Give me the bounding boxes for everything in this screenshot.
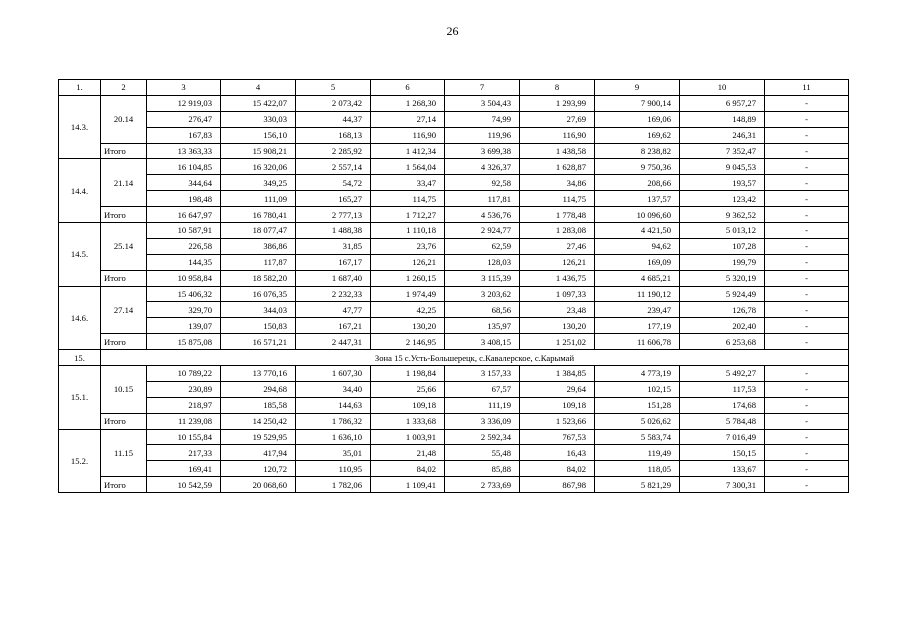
total-cell: 1 333,68 bbox=[371, 413, 445, 429]
value-cell: 239,47 bbox=[595, 302, 680, 318]
total-cell: 11 606,78 bbox=[595, 334, 680, 350]
value-cell: 31,85 bbox=[296, 238, 371, 254]
value-cell: 1 384,85 bbox=[520, 366, 595, 382]
value-cell: 84,02 bbox=[520, 461, 595, 477]
value-cell: - bbox=[765, 286, 849, 302]
total-cell: 16 571,21 bbox=[221, 334, 296, 350]
value-cell: 92,58 bbox=[445, 175, 520, 191]
column-header: 5 bbox=[296, 80, 371, 96]
value-cell: 54,72 bbox=[296, 175, 371, 191]
value-cell: 34,40 bbox=[296, 381, 371, 397]
total-cell: - bbox=[765, 207, 849, 223]
total-label: Итого bbox=[101, 477, 147, 493]
total-cell: 2 733,69 bbox=[445, 477, 520, 493]
value-cell: 2 073,42 bbox=[296, 95, 371, 111]
value-cell: 29,64 bbox=[520, 381, 595, 397]
column-header: 11 bbox=[765, 80, 849, 96]
total-cell: 20 068,60 bbox=[221, 477, 296, 493]
value-cell: - bbox=[765, 397, 849, 413]
value-cell: 150,83 bbox=[221, 318, 296, 334]
value-cell: 208,66 bbox=[595, 175, 680, 191]
value-cell: 62,59 bbox=[445, 238, 520, 254]
value-cell: 5 013,12 bbox=[680, 223, 765, 239]
total-cell: - bbox=[765, 270, 849, 286]
total-cell: 14 250,42 bbox=[221, 413, 296, 429]
value-cell: 137,57 bbox=[595, 191, 680, 207]
total-cell: 3 115,39 bbox=[445, 270, 520, 286]
value-cell: - bbox=[765, 366, 849, 382]
total-cell: 6 253,68 bbox=[680, 334, 765, 350]
value-cell: 417,94 bbox=[221, 445, 296, 461]
value-cell: 5 583,74 bbox=[595, 429, 680, 445]
value-cell: 130,20 bbox=[371, 318, 445, 334]
value-cell: 344,03 bbox=[221, 302, 296, 318]
total-cell: 8 238,82 bbox=[595, 143, 680, 159]
column-header: 6 bbox=[371, 80, 445, 96]
total-cell: 15 875,08 bbox=[147, 334, 221, 350]
value-cell: 47,77 bbox=[296, 302, 371, 318]
total-label: Итого bbox=[101, 334, 147, 350]
total-cell: 5 784,48 bbox=[680, 413, 765, 429]
total-cell: 1 438,58 bbox=[520, 143, 595, 159]
value-cell: 329,70 bbox=[147, 302, 221, 318]
value-cell: 1 268,30 bbox=[371, 95, 445, 111]
total-label: Итого bbox=[101, 207, 147, 223]
total-cell: 18 582,20 bbox=[221, 270, 296, 286]
total-cell: 1 786,32 bbox=[296, 413, 371, 429]
total-cell: 7 300,31 bbox=[680, 477, 765, 493]
zone-number: 15. bbox=[59, 350, 101, 366]
total-row bbox=[59, 413, 849, 429]
group-code: 25.14 bbox=[101, 223, 147, 271]
total-cell: 867,98 bbox=[520, 477, 595, 493]
value-cell: 109,18 bbox=[371, 397, 445, 413]
value-cell: 102,15 bbox=[595, 381, 680, 397]
total-cell: 2 447,31 bbox=[296, 334, 371, 350]
value-cell: 116,90 bbox=[520, 127, 595, 143]
table-row bbox=[59, 223, 849, 239]
table-row bbox=[59, 254, 849, 270]
value-cell: 15 422,07 bbox=[221, 95, 296, 111]
zone-row bbox=[59, 350, 849, 366]
value-cell: 1 488,38 bbox=[296, 223, 371, 239]
total-cell: 4 536,76 bbox=[445, 207, 520, 223]
column-header: 10 bbox=[680, 80, 765, 96]
total-row bbox=[59, 207, 849, 223]
value-cell: 5 492,27 bbox=[680, 366, 765, 382]
group-number: 15.1. bbox=[59, 366, 101, 430]
value-cell: 42,25 bbox=[371, 302, 445, 318]
value-cell: 2 557,14 bbox=[296, 159, 371, 175]
value-cell: - bbox=[765, 318, 849, 334]
value-cell: 133,67 bbox=[680, 461, 765, 477]
value-cell: 120,72 bbox=[221, 461, 296, 477]
table-row bbox=[59, 429, 849, 445]
total-cell: 3 408,15 bbox=[445, 334, 520, 350]
value-cell: 109,18 bbox=[520, 397, 595, 413]
total-cell: 2 146,95 bbox=[371, 334, 445, 350]
value-cell: 107,28 bbox=[680, 238, 765, 254]
value-cell: 16,43 bbox=[520, 445, 595, 461]
group-code: 10.15 bbox=[101, 366, 147, 414]
table-row bbox=[59, 318, 849, 334]
value-cell: 21,48 bbox=[371, 445, 445, 461]
total-label: Итого bbox=[101, 270, 147, 286]
header-row bbox=[59, 80, 849, 96]
value-cell: 144,63 bbox=[296, 397, 371, 413]
value-cell: 230,89 bbox=[147, 381, 221, 397]
value-cell: - bbox=[765, 127, 849, 143]
value-cell: 16 320,06 bbox=[221, 159, 296, 175]
value-cell: 4 326,37 bbox=[445, 159, 520, 175]
group-number: 14.3. bbox=[59, 95, 101, 159]
table-row bbox=[59, 397, 849, 413]
value-cell: 217,33 bbox=[147, 445, 221, 461]
value-cell: 111,09 bbox=[221, 191, 296, 207]
value-cell: 23,76 bbox=[371, 238, 445, 254]
total-cell: 15 908,21 bbox=[221, 143, 296, 159]
value-cell: 276,47 bbox=[147, 111, 221, 127]
value-cell: - bbox=[765, 95, 849, 111]
value-cell: 226,58 bbox=[147, 238, 221, 254]
value-cell: 349,25 bbox=[221, 175, 296, 191]
total-cell: 7 352,47 bbox=[680, 143, 765, 159]
value-cell: - bbox=[765, 445, 849, 461]
total-cell: - bbox=[765, 334, 849, 350]
value-cell: 9 750,36 bbox=[595, 159, 680, 175]
value-cell: 55,48 bbox=[445, 445, 520, 461]
value-cell: 25,66 bbox=[371, 381, 445, 397]
value-cell: 126,21 bbox=[520, 254, 595, 270]
value-cell: 44,37 bbox=[296, 111, 371, 127]
value-cell: 165,27 bbox=[296, 191, 371, 207]
group-number: 14.6. bbox=[59, 286, 101, 350]
tariff-table bbox=[58, 79, 849, 493]
value-cell: 7 900,14 bbox=[595, 95, 680, 111]
value-cell: 1 097,33 bbox=[520, 286, 595, 302]
column-header: 2 bbox=[101, 80, 147, 96]
value-cell: - bbox=[765, 223, 849, 239]
value-cell: 3 157,33 bbox=[445, 366, 520, 382]
value-cell: 202,40 bbox=[680, 318, 765, 334]
total-cell: 1 778,48 bbox=[520, 207, 595, 223]
value-cell: 246,31 bbox=[680, 127, 765, 143]
value-cell: 1 293,99 bbox=[520, 95, 595, 111]
value-cell: - bbox=[765, 238, 849, 254]
total-cell: 11 239,08 bbox=[147, 413, 221, 429]
total-cell: 1 712,27 bbox=[371, 207, 445, 223]
group-code: 27.14 bbox=[101, 286, 147, 334]
table-row bbox=[59, 381, 849, 397]
value-cell: - bbox=[765, 111, 849, 127]
total-cell: 2 285,92 bbox=[296, 143, 371, 159]
value-cell: 10 789,22 bbox=[147, 366, 221, 382]
value-cell: 2 592,34 bbox=[445, 429, 520, 445]
total-row bbox=[59, 143, 849, 159]
total-cell: 3 336,09 bbox=[445, 413, 520, 429]
total-cell: 1 436,75 bbox=[520, 270, 595, 286]
value-cell: - bbox=[765, 302, 849, 318]
total-cell: - bbox=[765, 143, 849, 159]
table-row bbox=[59, 445, 849, 461]
value-cell: 185,58 bbox=[221, 397, 296, 413]
value-cell: 1 636,10 bbox=[296, 429, 371, 445]
value-cell: 1 564,04 bbox=[371, 159, 445, 175]
value-cell: 1 110,18 bbox=[371, 223, 445, 239]
total-row bbox=[59, 334, 849, 350]
value-cell: 1 974,49 bbox=[371, 286, 445, 302]
group-number: 14.4. bbox=[59, 159, 101, 223]
total-cell: 1 251,02 bbox=[520, 334, 595, 350]
value-cell: 193,57 bbox=[680, 175, 765, 191]
value-cell: 23,48 bbox=[520, 302, 595, 318]
total-cell: 1 782,06 bbox=[296, 477, 371, 493]
table-row bbox=[59, 366, 849, 382]
value-cell: 7 016,49 bbox=[680, 429, 765, 445]
value-cell: 1 198,84 bbox=[371, 366, 445, 382]
value-cell: 123,42 bbox=[680, 191, 765, 207]
table-row bbox=[59, 111, 849, 127]
value-cell: 118,05 bbox=[595, 461, 680, 477]
table-row bbox=[59, 238, 849, 254]
total-cell: 13 363,33 bbox=[147, 143, 221, 159]
value-cell: - bbox=[765, 461, 849, 477]
value-cell: 117,87 bbox=[221, 254, 296, 270]
column-header: 3 bbox=[147, 80, 221, 96]
total-cell: 4 685,21 bbox=[595, 270, 680, 286]
total-cell: 2 777,13 bbox=[296, 207, 371, 223]
value-cell: 135,97 bbox=[445, 318, 520, 334]
value-cell: 119,49 bbox=[595, 445, 680, 461]
value-cell: 119,96 bbox=[445, 127, 520, 143]
total-cell: 9 362,52 bbox=[680, 207, 765, 223]
value-cell: 156,10 bbox=[221, 127, 296, 143]
value-cell: - bbox=[765, 175, 849, 191]
total-cell: 10 096,60 bbox=[595, 207, 680, 223]
value-cell: 3 203,62 bbox=[445, 286, 520, 302]
value-cell: 1 607,30 bbox=[296, 366, 371, 382]
value-cell: 15 406,32 bbox=[147, 286, 221, 302]
value-cell: 114,75 bbox=[520, 191, 595, 207]
value-cell: 27,14 bbox=[371, 111, 445, 127]
value-cell: 169,62 bbox=[595, 127, 680, 143]
value-cell: 111,19 bbox=[445, 397, 520, 413]
value-cell: 168,13 bbox=[296, 127, 371, 143]
value-cell: 3 504,43 bbox=[445, 95, 520, 111]
value-cell: 6 957,27 bbox=[680, 95, 765, 111]
value-cell: 27,46 bbox=[520, 238, 595, 254]
group-code: 11.15 bbox=[101, 429, 147, 477]
value-cell: - bbox=[765, 254, 849, 270]
value-cell: 10 155,84 bbox=[147, 429, 221, 445]
value-cell: 2 232,33 bbox=[296, 286, 371, 302]
table-row bbox=[59, 302, 849, 318]
value-cell: 167,83 bbox=[147, 127, 221, 143]
value-cell: 174,68 bbox=[680, 397, 765, 413]
zone-title: Зона 15 с.Усть-Большерецк, с.Кавалерское, с.Карымай bbox=[101, 350, 849, 366]
value-cell: 27,69 bbox=[520, 111, 595, 127]
value-cell: 4 421,50 bbox=[595, 223, 680, 239]
value-cell: 16 076,35 bbox=[221, 286, 296, 302]
value-cell: - bbox=[765, 381, 849, 397]
value-cell: 114,75 bbox=[371, 191, 445, 207]
value-cell: 67,57 bbox=[445, 381, 520, 397]
total-cell: 16 647,97 bbox=[147, 207, 221, 223]
table-row bbox=[59, 175, 849, 191]
value-cell: 94,62 bbox=[595, 238, 680, 254]
value-cell: 4 773,19 bbox=[595, 366, 680, 382]
value-cell: 177,19 bbox=[595, 318, 680, 334]
total-cell: 16 780,41 bbox=[221, 207, 296, 223]
value-cell: 35,01 bbox=[296, 445, 371, 461]
value-cell: - bbox=[765, 429, 849, 445]
group-number: 15.2. bbox=[59, 429, 101, 493]
table-body bbox=[59, 80, 849, 493]
group-number: 14.5. bbox=[59, 223, 101, 287]
value-cell: 33,47 bbox=[371, 175, 445, 191]
value-cell: 110,95 bbox=[296, 461, 371, 477]
table-row bbox=[59, 461, 849, 477]
column-header: 7 bbox=[445, 80, 520, 96]
value-cell: 1 283,08 bbox=[520, 223, 595, 239]
value-cell: - bbox=[765, 191, 849, 207]
value-cell: 169,06 bbox=[595, 111, 680, 127]
value-cell: 151,28 bbox=[595, 397, 680, 413]
total-cell: 1 523,66 bbox=[520, 413, 595, 429]
value-cell: 13 770,16 bbox=[221, 366, 296, 382]
value-cell: 330,03 bbox=[221, 111, 296, 127]
value-cell: 167,17 bbox=[296, 254, 371, 270]
value-cell: 68,56 bbox=[445, 302, 520, 318]
total-label: Итого bbox=[101, 143, 147, 159]
total-cell: 1 412,34 bbox=[371, 143, 445, 159]
value-cell: 386,86 bbox=[221, 238, 296, 254]
value-cell: 767,53 bbox=[520, 429, 595, 445]
value-cell: 150,15 bbox=[680, 445, 765, 461]
column-header: 8 bbox=[520, 80, 595, 96]
table-row bbox=[59, 191, 849, 207]
value-cell: 139,07 bbox=[147, 318, 221, 334]
total-cell: 1 260,15 bbox=[371, 270, 445, 286]
value-cell: 169,41 bbox=[147, 461, 221, 477]
total-cell: 5 320,19 bbox=[680, 270, 765, 286]
value-cell: 116,90 bbox=[371, 127, 445, 143]
total-cell: 10 542,59 bbox=[147, 477, 221, 493]
value-cell: 2 924,77 bbox=[445, 223, 520, 239]
total-cell: 1 687,40 bbox=[296, 270, 371, 286]
table-row bbox=[59, 95, 849, 111]
value-cell: 130,20 bbox=[520, 318, 595, 334]
value-cell: 167,21 bbox=[296, 318, 371, 334]
value-cell: 10 587,91 bbox=[147, 223, 221, 239]
column-header: 4 bbox=[221, 80, 296, 96]
value-cell: - bbox=[765, 159, 849, 175]
value-cell: 16 104,85 bbox=[147, 159, 221, 175]
value-cell: 169,09 bbox=[595, 254, 680, 270]
value-cell: 148,89 bbox=[680, 111, 765, 127]
value-cell: 12 919,03 bbox=[147, 95, 221, 111]
total-cell: 5 821,29 bbox=[595, 477, 680, 493]
value-cell: 128,03 bbox=[445, 254, 520, 270]
value-cell: 344,64 bbox=[147, 175, 221, 191]
table-row bbox=[59, 286, 849, 302]
value-cell: 218,97 bbox=[147, 397, 221, 413]
value-cell: 117,53 bbox=[680, 381, 765, 397]
value-cell: 294,68 bbox=[221, 381, 296, 397]
value-cell: 84,02 bbox=[371, 461, 445, 477]
total-cell: 3 699,38 bbox=[445, 143, 520, 159]
value-cell: 11 190,12 bbox=[595, 286, 680, 302]
total-label: Итого bbox=[101, 413, 147, 429]
group-code: 20.14 bbox=[101, 95, 147, 143]
total-cell: - bbox=[765, 413, 849, 429]
value-cell: 198,48 bbox=[147, 191, 221, 207]
total-row bbox=[59, 270, 849, 286]
page-number: 26 bbox=[446, 24, 459, 38]
value-cell: 5 924,49 bbox=[680, 286, 765, 302]
value-cell: 18 077,47 bbox=[221, 223, 296, 239]
total-cell: 10 958,84 bbox=[147, 270, 221, 286]
value-cell: 126,21 bbox=[371, 254, 445, 270]
total-cell: - bbox=[765, 477, 849, 493]
column-header: 9 bbox=[595, 80, 680, 96]
value-cell: 1 628,87 bbox=[520, 159, 595, 175]
value-cell: 1 003,91 bbox=[371, 429, 445, 445]
table-row bbox=[59, 127, 849, 143]
value-cell: 117,81 bbox=[445, 191, 520, 207]
value-cell: 144,35 bbox=[147, 254, 221, 270]
value-cell: 126,78 bbox=[680, 302, 765, 318]
table-row bbox=[59, 159, 849, 175]
total-cell: 5 026,62 bbox=[595, 413, 680, 429]
value-cell: 199,79 bbox=[680, 254, 765, 270]
value-cell: 34,86 bbox=[520, 175, 595, 191]
total-row bbox=[59, 477, 849, 493]
value-cell: 19 529,95 bbox=[221, 429, 296, 445]
total-cell: 1 109,41 bbox=[371, 477, 445, 493]
value-cell: 9 045,53 bbox=[680, 159, 765, 175]
column-header: 1. bbox=[59, 80, 101, 96]
value-cell: 85,88 bbox=[445, 461, 520, 477]
group-code: 21.14 bbox=[101, 159, 147, 207]
value-cell: 74,99 bbox=[445, 111, 520, 127]
